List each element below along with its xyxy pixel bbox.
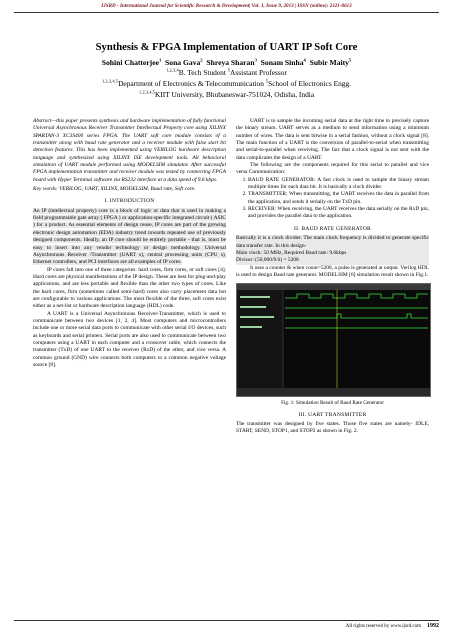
- author-sup: 2: [200, 57, 203, 63]
- transmitter-paragraph: The transmitter was designed by five states. Those five states are namely- IDLE, START, SEND, STOP1, and STOP2 as shown in Fig. 2.: [236, 420, 429, 435]
- affiliation-line-2: [0, 79, 453, 88]
- journal-header: [0, 0, 453, 14]
- affiliation-text: Department of Electronics & Telecommunication: [118, 79, 266, 88]
- affiliation-text: KIIT University, Bhubaneswar-751024, Odisha, India: [154, 90, 315, 99]
- affiliation-text: School of Electronics Engg.: [268, 79, 352, 88]
- affiliation-sup: 1,2,3,4,5: [138, 89, 155, 95]
- list-item: 3. RECEIVER: When receiving, the UART receives the data serially on the RxD pin, and provides the parallel data to the application.: [248, 206, 429, 221]
- section-heading-introduction: I. INTRODUCTION: [104, 198, 155, 205]
- affiliation-sup: 1,2,3,4,5: [101, 78, 119, 84]
- affiliation-sup: 5: [265, 78, 269, 84]
- affiliation-sup: 1,2,3,4: [166, 67, 179, 73]
- header-divider: [14, 12, 439, 13]
- intro-paragraph-1-text: An IP (intellectual property) core is a block of logic or data that is used in making a field programmable gate array ( FPGA ) or application-specific integrated circuit ( ASIC ) for a product. As essential elements of design reuse, IP cores are part of the growing electronic design automation (EDA) industry trend towards repeated use of previously designed components. Ideally, an IP core should be entirely portable - that is, must be easy to insert into any vendor technology or design methodology. Universal Asynchronous Receiver /Transmitter (UART s), central processing units (CPU s), Ethernet controllers, and PCI interfaces are all examples of IP cores.: [33, 207, 226, 266]
- affiliation-text: Assistant Professor: [230, 68, 287, 77]
- right-column: [236, 118, 429, 436]
- author-name: Subir Maity: [309, 58, 349, 67]
- affiliation-text: B. Tech Student: [178, 68, 228, 77]
- author-name: Shreya Sharan: [206, 58, 255, 67]
- affiliation-sup: 5: [227, 67, 231, 73]
- author-name: Sona Gava: [165, 58, 201, 67]
- affiliation-line-3: [0, 90, 453, 99]
- left-column: [33, 118, 226, 369]
- baud-divisor-line: Divisor: (50,000/9.6) = 5208: [236, 257, 429, 264]
- intro-paragraph-1: [33, 208, 226, 267]
- abstract-label: Abstract: [33, 118, 52, 124]
- author-sup: 3: [254, 57, 257, 63]
- baud-paragraph-1: Basically it is a clock divider. The main clock frequency is divided to generate specific data transfer rate. In this design-: [236, 235, 429, 249]
- footer-divider: [14, 620, 439, 621]
- journal-header-text: IJSRD - International Journal for Scientific Research & Development| Vol. 1, Issue 9, 2013 | ISSN (online): 2321-0613: [101, 3, 352, 9]
- baud-paragraph-2: It uses a counter & when count=5208, a pulse is generated at output. Verilog HDL is used to design Baud rate generator. MODELSIM [6] simulation result shown in Fig.1.: [236, 264, 429, 278]
- author-list: [0, 58, 453, 67]
- intro-paragraph-3: A UART is a Universal Asynchronous Receiver-Transmitter, which is used to communicate between two devices [1, 2, 4]. Most computers and microcontrollers include one or more serial data ports to communicate with other serial I/O devices, such as keyboards and serial printers. Serial ports are also used to communicate between two computers using a UART in each computer and a crossover cable, which connects the transmitter (TxD) of one UART to the receiver (RxD) of the other, and vice versa. A common ground (GND) wire connects both computers to a common negative voltage source [8].: [33, 310, 226, 368]
- author-sup: 5: [348, 57, 352, 63]
- body-paragraph-1: UART is to sample the incoming serial data at the right time to precisely capture the binary stream. UART serves as a medium to send information using a minimum number of wires. The data is sent bitwise in a serial fashion, without a clock signal [8]. The main function of a UART is the conversion of parallel-to-serial when transmitting and serial-to-parallel when receiving. The fact that a clock signal is not sent with the data complicates the design of a UART.: [236, 118, 429, 161]
- component-list: [236, 177, 429, 221]
- affiliation-line-1: [0, 68, 453, 77]
- author-name: Sonam Sinha: [260, 58, 304, 67]
- simulation-waveform-figure: [236, 283, 431, 397]
- author-sup: 1: [158, 57, 162, 63]
- keywords: [33, 186, 226, 193]
- section-heading-baud-rate: II. BAUD RATE GENERATOR: [294, 225, 371, 232]
- footer-rights: All rights reserved by www.ijsrd.com: [345, 624, 421, 629]
- body-paragraph-2: The following are the components required for this serial to parallel and vice versa Communication:: [236, 162, 429, 176]
- paper-title: Synthesis & FPGA Implementation of UART IP Soft Core: [95, 42, 358, 53]
- keywords-text: VERILOG, UART, XILINX, MODELSIM, Baud rate, Soft core.: [57, 186, 196, 193]
- figure-1-caption: Fig. 1: Simulation Result of Baud Rate Generator: [281, 400, 384, 407]
- waveform-image: [237, 284, 430, 396]
- author-sup: 4: [303, 57, 306, 63]
- abstract-text: —this paper presents synthesis and hardware implementation of fully functional Universal Asynchronous Receiver Transmitter Intellectual Property core using XILINX SPARTAN-3 XC3S400 series FPGA. The UART soft core module consists of a transmitter along with baud rate generator and a receiver module with false start bit detection features. This has been implemented using VERILOG hardware description language and synthesized using XILINX ISE development tools. All behavioral simulation of UART module performed using MODELSIM simulator. After successful FPGA implementation transmitter and receiver module was tested by connecting FPGA board with Hyper Terminal software via RS232 interface at a data speed of 9.6 kbps.: [33, 118, 226, 183]
- abstract: [33, 118, 226, 184]
- page-number: 1992: [427, 623, 439, 629]
- keywords-label: Key words:: [33, 186, 58, 193]
- page-footer: [14, 623, 439, 629]
- intro-paragraph-2: IP cores fall into one of three categories: hard cores, firm cores, or soft cores [4]. Hard cores are physical manifestations of the IP design. These are best for plug-and-play applications, and are less portable and flexible than the other two types of cores. Like the hard cores, firm (sometimes called semi-hard) cores also carry placement data but are configurable to various applications. The most flexible of the three, soft cores exist either as a net-list or hardware description language (HDL) code.: [33, 266, 226, 310]
- section-heading-uart-transmitter: III. UART TRANSMITTER: [298, 411, 367, 418]
- list-item: 2. TRANSMITTER: When transmitting, the UART receives the data in parallel from the application, and sends it serially on the TxD pin.: [248, 191, 429, 206]
- author-name: Sohini Chatterjee: [101, 58, 159, 67]
- list-item: 1. BAUD RATE GENERATOR: A fast clock is used to sample the binary stream multiple times for each data bit. It is basically a clock divider.: [248, 177, 429, 192]
- baud-clock-line: Main clock: 50 MHz, Required Baud rate: 9.6kbps: [236, 250, 429, 257]
